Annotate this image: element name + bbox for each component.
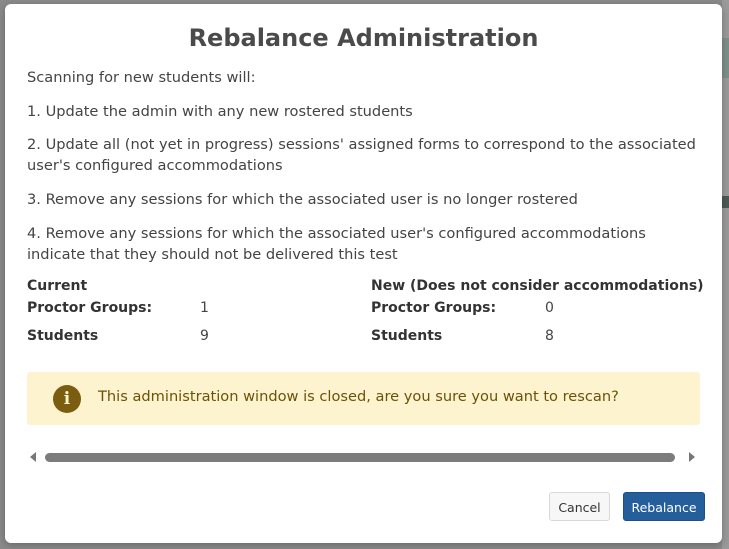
scroll-left-arrow-icon[interactable] — [30, 452, 36, 462]
current-students-label: Students — [27, 328, 99, 344]
warning-alert — [27, 372, 700, 425]
scrollbar-thumb[interactable] — [45, 453, 675, 462]
scroll-right-arrow-icon[interactable] — [689, 452, 695, 462]
new-students-value: 8 — [545, 328, 554, 344]
cancel-button[interactable]: Cancel — [549, 492, 610, 521]
backdrop-element — [723, 140, 728, 152]
dialog-title: Rebalance Administration — [188, 24, 539, 52]
current-proctor-groups-value: 1 — [200, 300, 209, 316]
new-proctor-groups-label: Proctor Groups: — [371, 300, 497, 316]
step-1: 1. Update the admin with any new rostered students — [27, 103, 413, 120]
rebalance-dialog — [5, 4, 722, 543]
backdrop-element — [722, 196, 729, 208]
new-heading: New (Does not consider accommodations) — [371, 278, 704, 294]
new-students-label: Students — [371, 328, 443, 344]
step-3: 3. Remove any sessions for which the associated user is no longer rostered — [27, 191, 578, 208]
rebalance-button[interactable]: Rebalance — [623, 492, 705, 521]
current-heading: Current — [27, 278, 88, 294]
intro-text: Scanning for new students will: — [27, 69, 256, 86]
step-2: 2. Update all (not yet in progress) sessions' assigned forms to correspond to the associated user's configured accommodations — [27, 136, 696, 174]
horizontal-scrollbar[interactable] — [45, 453, 675, 462]
step-4: 4. Remove any sessions for which the associated user's configured accommodations indicate that they should not be delivered this test — [27, 225, 646, 263]
backdrop-element — [722, 38, 729, 78]
current-students-value: 9 — [200, 328, 209, 344]
backdrop-page — [722, 0, 729, 549]
alert-text: This administration window is closed, are you sure you want to rescan? — [98, 388, 619, 405]
current-proctor-groups-label: Proctor Groups: — [27, 300, 153, 316]
info-icon: i — [53, 385, 81, 413]
new-proctor-groups-value: 0 — [545, 300, 554, 316]
